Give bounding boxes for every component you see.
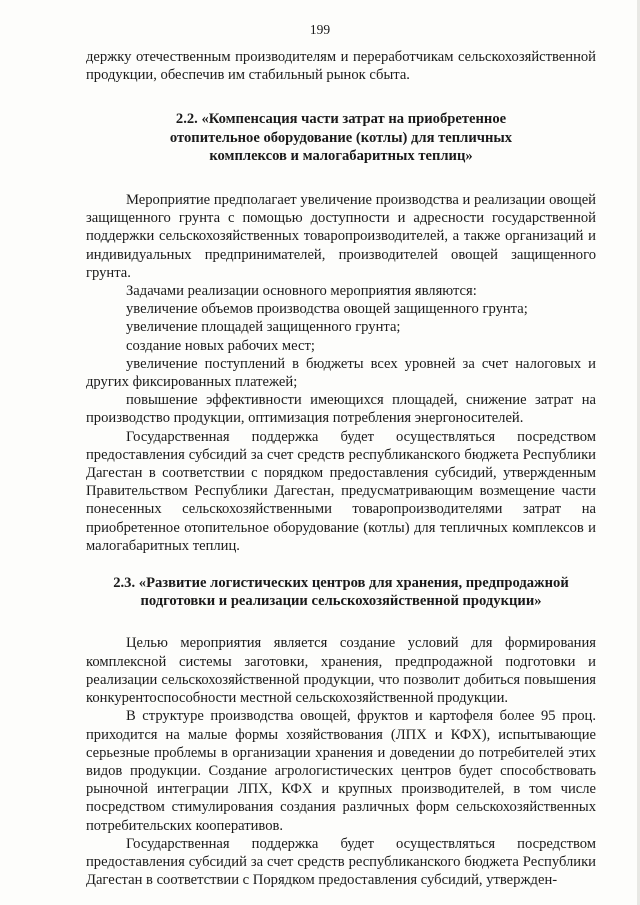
section-2-2-title-line: отопительное оборудование (котлы) для тепличных (169, 129, 513, 146)
section-2-3-title-line: 2.3. «Развитие логистических центров для хранения, предпродажной (113, 575, 569, 592)
section-2-2-paragraph: Мероприятие предполагает увеличение производства и реализации овощей защищенного грунта с помощью доступности и адресности государственной поддержки сельскохозяйственных товаропроизводителей, а также организаций и индивидуальных предпринимателей, производителей овощей защищенного грунта. (86, 192, 596, 281)
task-list-item: увеличение объемов производства овощей защищенного грунта; (126, 301, 528, 318)
task-list-item: повышение эффективности имеющихся площадей, снижение затрат на производство продукции, оптимизация потребления энергоносителей. (86, 392, 596, 427)
section-2-2-title-line: 2.2. «Компенсация части затрат на приобретенное (175, 111, 507, 128)
section-2-3-paragraph: Целью мероприятия является создание условий для формирования комплексной системы заготовки, хранения, предпродажной подготовки и реализации сельскохозяйственной продукции, что позволит добиться повышения конкурентоспособности местной сельскохозяйственной продукции. (86, 635, 596, 707)
section-2-3-heading (86, 574, 596, 610)
task-list-item: увеличение площадей защищенного грунта; (126, 319, 401, 336)
section-2-3-paragraph: Государственная поддержка будет осуществляться посредством предоставления субсидий за счет средств республиканского бюджета Республики Дагестан в соответствии с Порядком предоставления субсидий, утвержден- (86, 835, 596, 889)
section-2-3-title-line: подготовки и реализации сельскохозяйственной продукции» (140, 593, 542, 610)
section-2-3-paragraph: В структуре производства овощей, фруктов и картофеля более 95 проц. приходится на малые формы хозяйствования (ЛПХ и КФХ), испытывающие серьезные проблемы в организации хранения и доведении до потребителей этих видов продукции. Создание агрологистических центров будет способствовать рыночной интеграции ЛПХ, КФХ и крупных производителей, в том числе посредством стимулирования создания различных форм сельскохозяйственных потребительских кооперативов. (86, 708, 596, 834)
task-list-item: увеличение поступлений в бюджеты всех уровней за счет налоговых и других фиксированных платежей; (86, 355, 596, 391)
section-2-2-paragraph: Задачами реализации основного мероприятия являются: (126, 283, 477, 300)
intro-paragraph: держку отечественным производителям и переработчикам сельскохозяйственной продукции, обеспечив им стабильный рынок сбыта. (86, 49, 596, 84)
section-2-2-paragraph: Государственная поддержка будет осуществляться посредством предоставления субсидий за счет средств республиканского бюджета Республики Дагестан в соответствии с порядком предоставления субсидий, утвержденным Правительством Республики Дагестан, предусматривающим возмещение части понесенных сельскохозяйственными товаропроизводителями затрат на приобретенное отопительное оборудование (котлы) для тепличных комплексов и малогабаритных теплиц. (86, 428, 596, 554)
page-content (86, 48, 596, 889)
task-list-item: создание новых рабочих мест; (126, 337, 315, 354)
page-number: 199 (309, 22, 331, 37)
section-2-2-title-line: комплексов и малогабаритных теплиц» (209, 147, 473, 164)
section-2-2-heading (86, 110, 596, 165)
